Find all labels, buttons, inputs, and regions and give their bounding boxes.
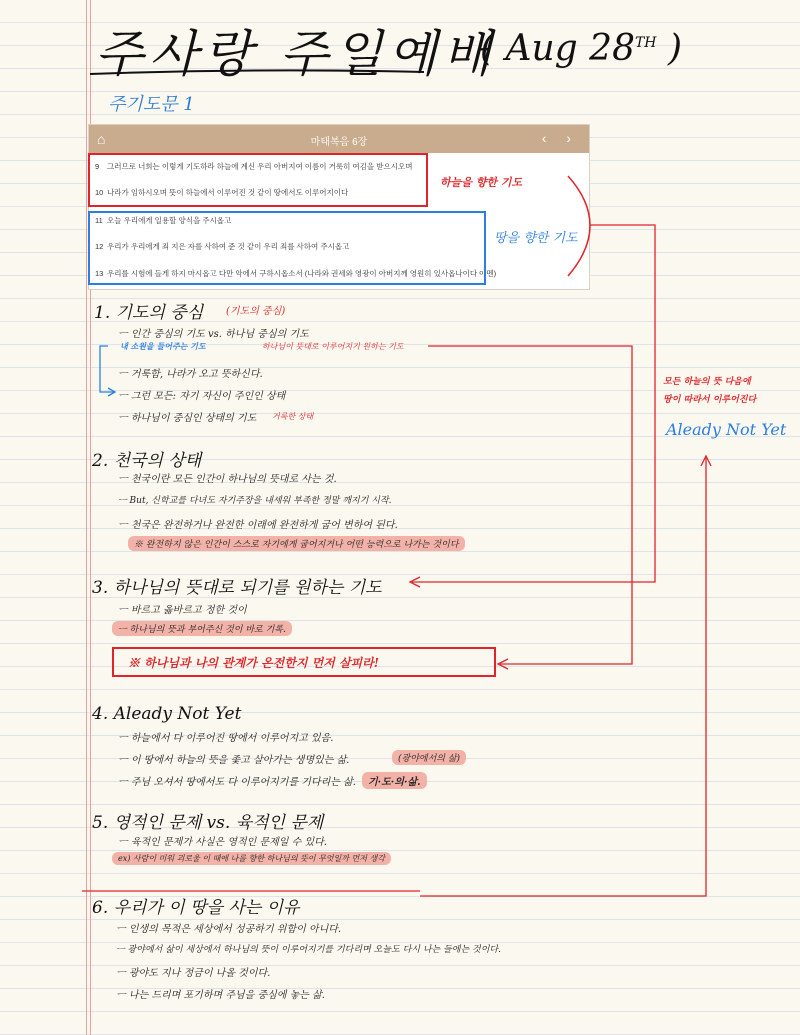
verse-text: 나라가 임하시오며 뜻이 하늘에서 이루어진 것 같이 땅에서도 이루어지이다 bbox=[107, 188, 349, 197]
side-note-aleady: Aleady Not Yet bbox=[666, 420, 787, 439]
section-2-line-2: ㅡ But, 신학교를 다녀도 자기주장을 내세워 부족한 정말 깨지기 시작. bbox=[118, 496, 392, 506]
section-4-tag-2: 기·도·의·삶. bbox=[362, 772, 427, 789]
section-6-heading: 6. 우리가 이 땅을 사는 이유 bbox=[92, 898, 300, 918]
section-6-line-2: ㅡ 광야에서 삶이 세상에서 하나님의 뜻이 이루어지기를 기다리며 오늘도 다시 나는 들에는 것이다. bbox=[116, 945, 501, 955]
section-1-blue-note: 내 소원을 들어주는 기도 bbox=[120, 341, 206, 351]
heaven-prayer-note: 하늘을 향한 기도 bbox=[440, 176, 523, 189]
verse-text: 그러므로 너희는 이렇게 기도하라 하늘에 계신 우리 아버지여 이름이 거룩히 여김을 받으시오며 bbox=[107, 162, 413, 171]
earth-prayer-note: 땅을 향한 기도 bbox=[494, 231, 578, 246]
section-2-highlight: ※ 완전하지 않은 인간이 스스로 자기에게 굽어지거나 어떤 능력으로 나가는 것이다 bbox=[128, 536, 465, 551]
section-6-line-4: ㅡ 나는 드리며 포기하며 주님을 중심에 놓는 삶. bbox=[116, 990, 325, 1001]
verse-number: 12 bbox=[95, 242, 104, 251]
verse-number: 9 bbox=[95, 162, 100, 171]
section-3-callout-box bbox=[112, 647, 496, 677]
section-4-heading: 4. Aleady Not Yet bbox=[92, 704, 242, 724]
verse-text: 우리를 시험에 들게 하지 마시옵고 다만 악에서 구하시옵소서 (나라와 권세와 영광이 아버지께 영원히 있사옵나이다 아멘) bbox=[107, 269, 497, 278]
home-icon[interactable]: ⌂ bbox=[97, 131, 106, 147]
section-2-line-1: ㅡ 천국이란 모든 인간이 하나님의 뜻대로 사는 것. bbox=[118, 474, 337, 485]
section-2-line-3: ㅡ 천국은 완전하거나 완전한 이래에 완전하게 굽어 변하여 된다. bbox=[118, 520, 398, 531]
section-4-line-1: ㅡ 하늘에서 다 이루어진 땅에서 이루어지고 있음. bbox=[118, 733, 334, 744]
date-text: ( Aug 28 bbox=[480, 28, 635, 69]
section-1-red-tail: 거룩한 상태 bbox=[272, 412, 314, 421]
panel-title: 마태복음 6장 bbox=[310, 137, 368, 148]
section-4-line-3: ㅡ 주님 오셔서 땅에서도 다 이루어지기를 기다리는 삶. bbox=[118, 777, 356, 788]
section-1-line-4: ㅡ 하나님이 중심인 상태의 기도 bbox=[118, 413, 257, 424]
page-title: 주사랑 주일예배 bbox=[95, 25, 497, 83]
side-note-1: 모든 하늘의 뜻 다음에 bbox=[663, 377, 751, 387]
verse-text: 오늘 우리에게 일용할 양식을 주시옵고 bbox=[107, 216, 232, 225]
section-3-callout-text: ※ 하나님과 나의 관계가 온전한지 먼저 살피라! bbox=[128, 656, 379, 670]
section-1-line-3: ㅡ 그런 모든: 자기 자신이 주인인 상태 bbox=[118, 391, 286, 402]
verse-number: 13 bbox=[95, 269, 104, 278]
section-5-line-1: ㅡ 육적인 문제가 사실은 영적인 문제일 수 있다. bbox=[118, 837, 327, 848]
date-close: ) bbox=[656, 28, 683, 69]
subtitle: 주기도문 1 bbox=[108, 94, 195, 115]
date-suffix: TH bbox=[634, 35, 657, 51]
section-3-highlight: ㅡ 하나님의 뜻과 부어주신 것이 바로 기록. bbox=[112, 621, 292, 636]
section-1-heading-note: (기도의 중심) bbox=[226, 306, 286, 317]
nav-arrows-icon[interactable]: ‹ › bbox=[541, 130, 579, 146]
verse-text: 우리가 우리에게 죄 지은 자를 사하여 준 것 같이 우리 죄를 사하여 주시옵고 bbox=[107, 242, 350, 251]
verse-number: 10 bbox=[95, 188, 104, 197]
section-6-line-1: ㅡ 인생의 목적은 세상에서 성공하기 위함이 아니다. bbox=[116, 924, 342, 935]
side-note-2: 땅이 따라서 이루어진다 bbox=[663, 395, 757, 405]
section-4-line-2: ㅡ 이 땅에서 하늘의 뜻을 좇고 살아가는 생명있는 삶. bbox=[118, 755, 350, 766]
section-1-red-note: 하나님이 뜻대로 이루어지기 원하는 기도 bbox=[262, 342, 404, 351]
section-5-heading: 5. 영적인 문제 vs. 육적인 문제 bbox=[92, 813, 324, 833]
section-1-line-1: ㅡ 인간 중심의 기도 vs. 하나님 중심의 기도 bbox=[118, 329, 309, 340]
section-2-heading: 2. 천국의 상태 bbox=[92, 451, 202, 471]
section-6-line-3: ㅡ 광야도 지나 정금이 나올 것이다. bbox=[116, 968, 271, 979]
section-1-line-2: ㅡ 거룩함, 나라가 오고 뜻하신다. bbox=[118, 369, 263, 380]
verse-number: 11 bbox=[95, 216, 103, 225]
section-3-heading: 3. 하나님의 뜻대로 되기를 원하는 기도 bbox=[92, 578, 382, 598]
section-5-highlight: ex) 사람이 미워 괴로울 이 때에 나를 향한 하나님의 뜻이 무엇일까 먼저 생각 bbox=[112, 852, 391, 865]
section-4-tag-1: (광야에서의 삶) bbox=[392, 750, 466, 765]
section-1-heading: 1. 기도의 중심 bbox=[94, 303, 204, 323]
section-3-line-1: ㅡ 바르고 옳바르고 정한 것이 bbox=[118, 605, 247, 616]
